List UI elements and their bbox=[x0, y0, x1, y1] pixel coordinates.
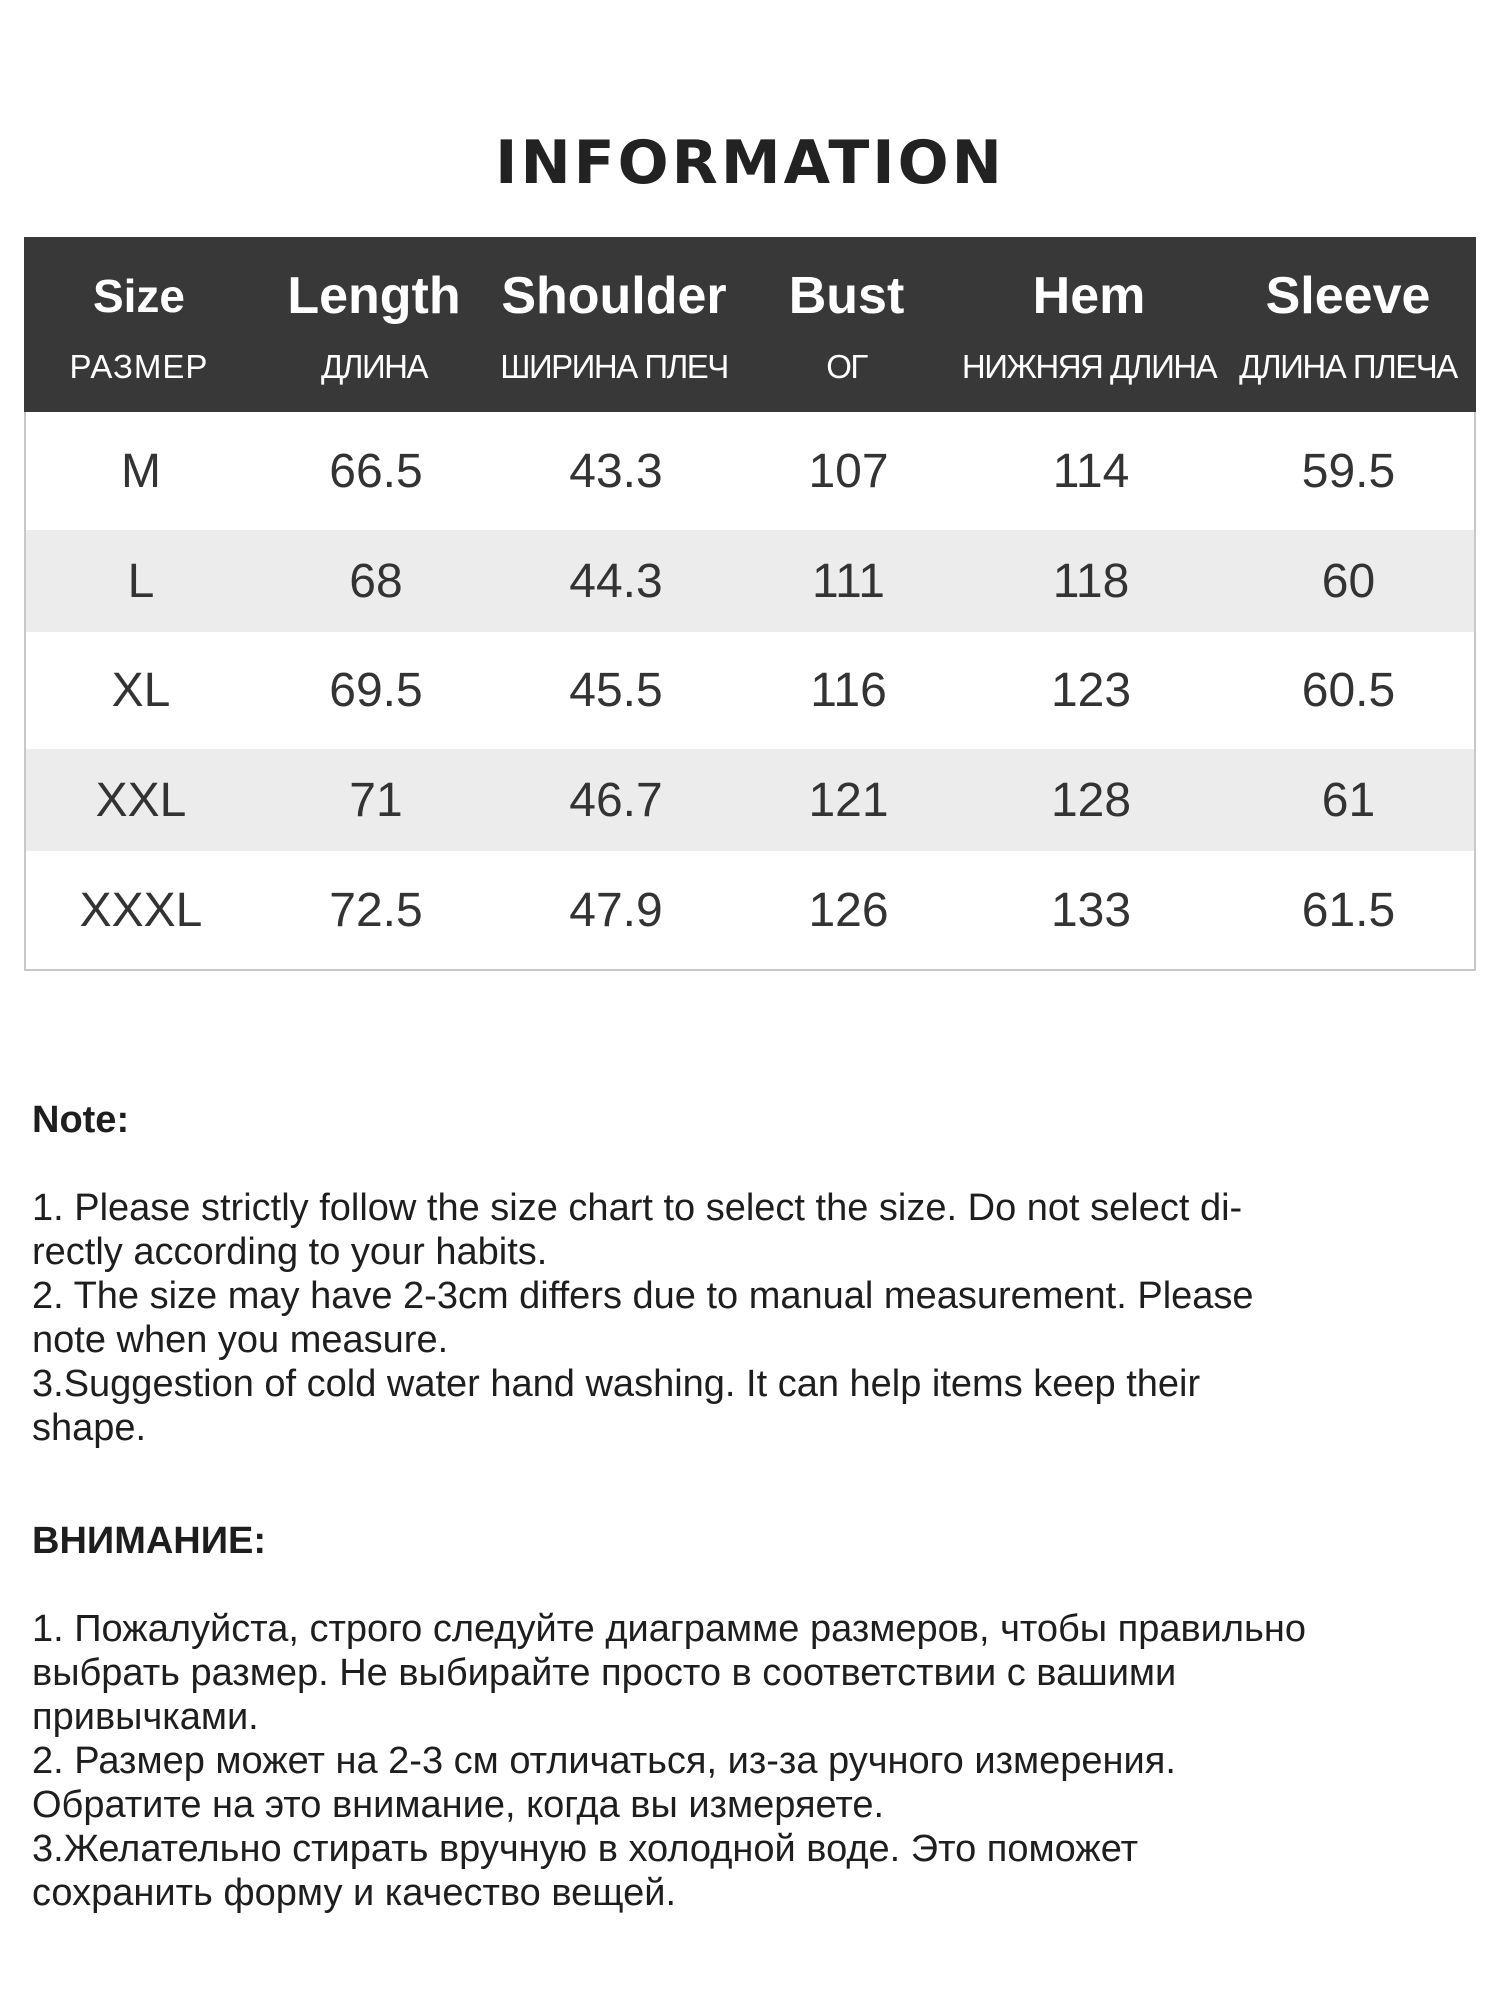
shoulder-cell: 47.9 bbox=[569, 883, 663, 937]
size-cell: XXXL bbox=[79, 883, 203, 937]
hem-cell: 114 bbox=[1052, 444, 1130, 498]
header-sleeve bbox=[1219, 237, 1477, 412]
length-cell: 68 bbox=[349, 554, 403, 608]
note-line: 2. Размер может на 2-3 см отличаться, из-за ручного измерения. bbox=[32, 1740, 1176, 1782]
note-line: rectly according to your habits. bbox=[32, 1231, 548, 1273]
table-row bbox=[26, 530, 1474, 632]
shoulder-cell: 43.3 bbox=[569, 444, 663, 498]
bust-cell: 111 bbox=[812, 554, 885, 608]
size-cell: XXL bbox=[95, 773, 187, 827]
length-cell: 66.5 bbox=[329, 444, 423, 498]
table-row bbox=[26, 632, 1474, 749]
note-line: 1. Please strictly follow the size chart to select the size. Do not select di- bbox=[32, 1187, 1243, 1229]
note-line: 3.Suggestion of cold water hand washing. It can help items keep their bbox=[32, 1363, 1201, 1405]
table-header bbox=[24, 237, 1476, 412]
hem-cell: 128 bbox=[1050, 773, 1132, 827]
note-line: note when you measure. bbox=[32, 1319, 449, 1361]
header-label-en: Shoulder bbox=[501, 267, 727, 325]
note-line: shape. bbox=[32, 1407, 147, 1449]
hem-cell: 123 bbox=[1050, 664, 1132, 717]
sleeve-cell: 59.5 bbox=[1301, 444, 1396, 498]
header-label-ru: ДЛИНА ПЛЕЧА bbox=[1239, 348, 1457, 385]
bust-cell: 107 bbox=[808, 444, 889, 498]
note-heading: ВНИМАНИЕ: bbox=[32, 1520, 267, 1562]
shoulder-cell: 44.3 bbox=[569, 554, 663, 608]
bust-cell: 121 bbox=[808, 773, 889, 827]
header-label-en: Bust bbox=[788, 267, 905, 325]
bust-cell: 126 bbox=[808, 883, 889, 937]
header-size bbox=[24, 237, 254, 412]
page-title: INFORMATION bbox=[495, 128, 1005, 198]
header-shoulder bbox=[494, 237, 734, 412]
table-row bbox=[26, 412, 1474, 530]
size-cell: XL bbox=[111, 664, 171, 717]
header-label-ru: РАЗМЕР bbox=[69, 348, 209, 385]
header-label-ru: НИЖНЯЯ ДЛИНА bbox=[961, 348, 1217, 385]
header-label-en: Sleeve bbox=[1265, 267, 1431, 325]
hem-cell: 118 bbox=[1052, 554, 1130, 608]
header-label-ru: ДЛИНА bbox=[320, 348, 428, 385]
header-length bbox=[254, 237, 494, 412]
header-label-en: Size bbox=[92, 270, 186, 322]
note-line: выбрать размер. Не выбирайте просто в соответствии с вашими bbox=[32, 1652, 1177, 1694]
bust-cell: 116 bbox=[810, 664, 887, 717]
table-row bbox=[26, 851, 1474, 969]
note-heading: Note: bbox=[32, 1099, 130, 1141]
note-line: сохранить форму и качество вещей. bbox=[32, 1872, 676, 1914]
sleeve-cell: 60.5 bbox=[1301, 664, 1396, 717]
note-line: Обратите на это внимание, когда вы измеряете. bbox=[32, 1784, 885, 1826]
header-bust bbox=[734, 237, 959, 412]
size-cell: L bbox=[127, 554, 155, 608]
size-chart-table bbox=[24, 237, 1476, 971]
note-section-ru bbox=[32, 1519, 1472, 1915]
sleeve-cell: 61.5 bbox=[1301, 883, 1396, 937]
size-cell: M bbox=[121, 444, 161, 498]
hem-cell: 133 bbox=[1050, 883, 1132, 937]
note-line: 2. The size may have 2-3cm differs due to manual measurement. Please bbox=[32, 1275, 1254, 1317]
header-label-ru: ШИРИНА ПЛЕЧ bbox=[500, 348, 728, 385]
note-line: привычками. bbox=[32, 1696, 259, 1738]
header-label-ru: ОГ bbox=[826, 348, 867, 385]
shoulder-cell: 45.5 bbox=[569, 664, 663, 717]
note-section-en bbox=[32, 1098, 1472, 1450]
length-cell: 72.5 bbox=[329, 883, 423, 937]
header-label-en: Hem bbox=[1032, 267, 1146, 325]
table-row bbox=[26, 749, 1474, 851]
sleeve-cell: 60 bbox=[1321, 554, 1376, 608]
sleeve-cell: 61 bbox=[1321, 773, 1376, 827]
note-line: 1. Пожалуйста, строго следуйте диаграмме размеров, чтобы правильно bbox=[32, 1608, 1306, 1650]
length-cell: 69.5 bbox=[329, 664, 423, 717]
shoulder-cell: 46.7 bbox=[569, 773, 663, 827]
note-line: 3.Желательно стирать вручную в холодной воде. Это поможет bbox=[32, 1828, 1139, 1870]
header-label-en: Length bbox=[287, 267, 461, 325]
header-hem bbox=[959, 237, 1219, 412]
length-cell: 71 bbox=[349, 773, 403, 827]
